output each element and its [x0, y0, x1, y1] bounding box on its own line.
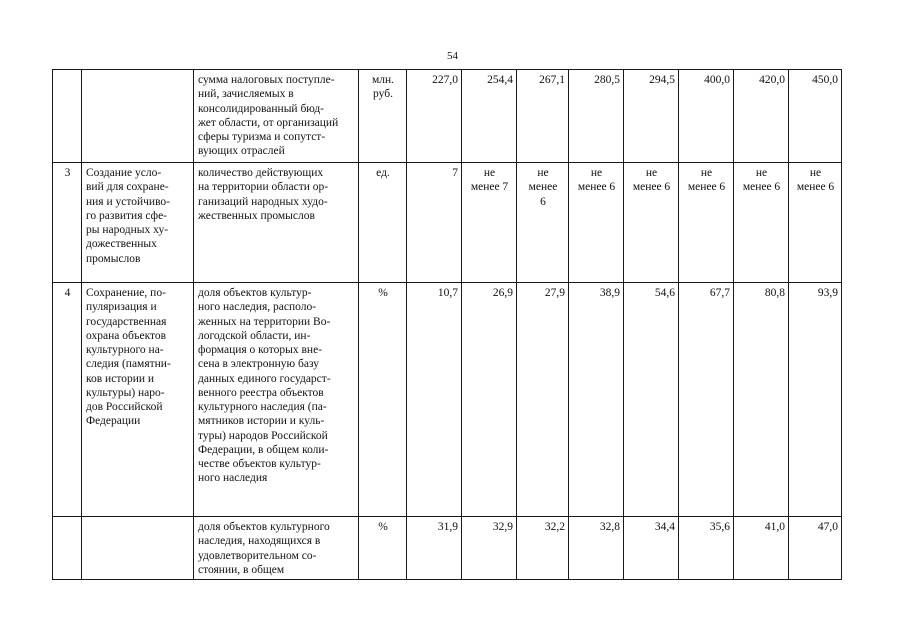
value-line: 10,7: [437, 287, 458, 299]
value-line: не: [809, 167, 822, 179]
value-line: 450,0: [812, 74, 838, 86]
table-row: [53, 517, 842, 580]
value-line: менее 6: [687, 181, 726, 194]
value-cell: [679, 70, 734, 163]
value-line: 34,4: [654, 521, 675, 533]
goal-line: Федерации: [86, 415, 141, 428]
value-line: 31,9: [437, 521, 458, 533]
value-line: 32,9: [492, 521, 513, 533]
goal-cell: [82, 70, 194, 163]
value-line: 294,5: [649, 74, 675, 86]
value-line: 93,9: [817, 287, 838, 299]
value-cell: [734, 70, 789, 163]
indicator-line: стоянии, в общем: [198, 563, 285, 576]
value-line: 420,0: [759, 74, 785, 86]
indicator-line: на территории области ор-: [198, 181, 329, 194]
value-cell: [517, 70, 569, 163]
value-cell: [734, 163, 789, 283]
indicator-line: венного реестра объектов: [198, 386, 324, 399]
indicator-line: мятников истории и куль-: [198, 415, 325, 428]
value-cell: [624, 517, 679, 580]
indicator-line: сена в электронную базу: [198, 358, 319, 371]
indicator-line: ний, зачисляемых в: [198, 88, 294, 101]
table-row: [53, 163, 842, 283]
indicator-line: ного наследия, располо-: [198, 301, 317, 314]
indicator-line: жет области, от организаций: [198, 116, 339, 129]
indicator-line: наследия, находящихся в: [198, 535, 321, 548]
goal-line: ры народных ху-: [86, 224, 169, 236]
table-row: [53, 283, 842, 517]
value-line: не: [755, 167, 768, 179]
indicator-line: культурного наследия (па-: [198, 401, 327, 413]
goal-cell: [82, 517, 194, 580]
value-cell: [624, 283, 679, 517]
unit-line: %: [378, 287, 388, 299]
indicators-table: [52, 69, 842, 580]
goal-line: государственная: [86, 315, 167, 328]
table-row: [53, 70, 842, 163]
goal-line: дов Российской: [86, 401, 163, 413]
value-cell: [569, 163, 624, 283]
value-cell: [517, 163, 569, 283]
goal-line: ков истории и: [86, 372, 155, 385]
value-cell: [407, 283, 462, 517]
goal-cell: [82, 283, 194, 517]
page-number: 54: [447, 50, 458, 62]
value-cell: [569, 283, 624, 517]
value-cell: [679, 283, 734, 517]
unit-cell: [359, 163, 407, 283]
value-line: 41,0: [764, 521, 785, 533]
unit-line: ед.: [376, 167, 390, 179]
indicator-line: консолидированный бюд-: [198, 102, 324, 115]
indicator-cell: [194, 283, 359, 517]
indicator-line: туры) народов Российской: [198, 429, 328, 442]
value-cell: [462, 163, 517, 283]
indicator-cell: [194, 517, 359, 580]
unit-cell: [359, 283, 407, 517]
indicator-line: доля объектов культурного: [198, 521, 330, 533]
goal-line: го развития сфе-: [86, 209, 168, 222]
goal-line: культурного на-: [86, 344, 164, 356]
value-line: менее 6: [577, 181, 616, 194]
indicator-line: жественных промыслов: [198, 209, 315, 222]
value-cell: [789, 283, 842, 517]
value-cell: [517, 283, 569, 517]
goal-line: пуляризация и: [86, 301, 157, 314]
goal-line: промыслов: [86, 252, 141, 265]
value-cell: [624, 70, 679, 163]
value-cell: [569, 70, 624, 163]
value-line: 35,6: [709, 521, 730, 533]
value-line: 7: [452, 167, 458, 179]
unit-line: руб.: [373, 88, 393, 101]
value-cell: [734, 283, 789, 517]
value-line: 280,5: [594, 74, 620, 86]
value-cell: [789, 70, 842, 163]
indicator-line: формация о которых вне-: [198, 344, 323, 356]
unit-cell: [359, 70, 407, 163]
unit-cell: [359, 517, 407, 580]
value-line: менее 6: [632, 181, 671, 194]
value-line: 26,9: [492, 287, 513, 299]
goal-line: Сохранение, по-: [86, 287, 166, 299]
unit-line: %: [378, 521, 388, 533]
value-line: 32,2: [544, 521, 565, 533]
value-line: не: [537, 167, 549, 179]
indicator-line: логодской области, ин-: [198, 329, 311, 342]
value-cell: [407, 70, 462, 163]
value-cell: [407, 517, 462, 580]
goal-line: вий для сохране-: [86, 181, 169, 194]
value-line: 47,0: [817, 521, 838, 533]
value-cell: [679, 163, 734, 283]
value-cell: [624, 163, 679, 283]
value-line: 400,0: [704, 74, 730, 86]
goal-line: ния и устойчиво-: [86, 195, 171, 208]
value-cell: [462, 70, 517, 163]
value-cell: [517, 517, 569, 580]
indicator-line: женных на территории Во-: [198, 315, 331, 328]
indicator-line: ного наследия: [198, 472, 268, 485]
value-line: менее: [528, 181, 558, 194]
indicator-line: доля объектов культур-: [198, 287, 312, 299]
value-cell: [462, 283, 517, 517]
value-line: менее 7: [470, 181, 509, 194]
goal-line: охрана объектов: [86, 329, 167, 342]
value-line: не: [700, 167, 713, 179]
value-cell: [789, 163, 842, 283]
value-line: 254,4: [487, 74, 513, 86]
goal-line: следия (памятни-: [86, 358, 171, 371]
value-line: 54,6: [654, 287, 675, 299]
goal-line: дожественных: [86, 238, 157, 251]
value-line: не: [590, 167, 603, 179]
indicator-line: количество действующих: [198, 167, 324, 179]
value-line: 32,8: [599, 521, 620, 533]
row-number-cell: 4: [53, 283, 82, 517]
indicator-line: удовлетворительном со-: [198, 549, 317, 562]
indicator-line: Федерации, в общем коли-: [198, 443, 329, 456]
value-cell: [462, 517, 517, 580]
indicator-line: сферы туризма и сопутст-: [198, 131, 326, 143]
value-cell: [407, 163, 462, 283]
goal-line: Создание усло-: [86, 167, 162, 179]
indicator-cell: [194, 163, 359, 283]
unit-line: млн.: [371, 74, 395, 86]
row-number-cell: [53, 70, 82, 163]
value-line: не: [483, 167, 496, 179]
value-cell: [734, 517, 789, 580]
value-cell: [789, 517, 842, 580]
value-line: 6: [540, 195, 546, 208]
value-line: менее 6: [796, 181, 835, 194]
indicator-line: сумма налоговых поступле-: [198, 74, 335, 86]
value-cell: [679, 517, 734, 580]
value-line: 67,7: [709, 287, 730, 299]
value-line: 80,8: [764, 287, 785, 299]
row-number-cell: 3: [53, 163, 82, 283]
indicator-line: ганизаций народных худо-: [198, 195, 328, 208]
row-number-cell: [53, 517, 82, 580]
value-line: 267,1: [539, 74, 565, 86]
indicator-line: вующих отраслей: [198, 145, 285, 158]
value-line: не: [645, 167, 658, 179]
goal-line: культуры) наро-: [86, 386, 165, 399]
indicator-line: честве объектов культур-: [198, 458, 321, 470]
value-line: 38,9: [599, 287, 620, 299]
value-line: 27,9: [544, 287, 565, 299]
indicator-line: данных единого государст-: [198, 372, 331, 385]
value-line: 227,0: [432, 74, 458, 86]
indicator-cell: [194, 70, 359, 163]
value-line: менее 6: [742, 181, 781, 194]
value-cell: [569, 517, 624, 580]
goal-cell: [82, 163, 194, 283]
